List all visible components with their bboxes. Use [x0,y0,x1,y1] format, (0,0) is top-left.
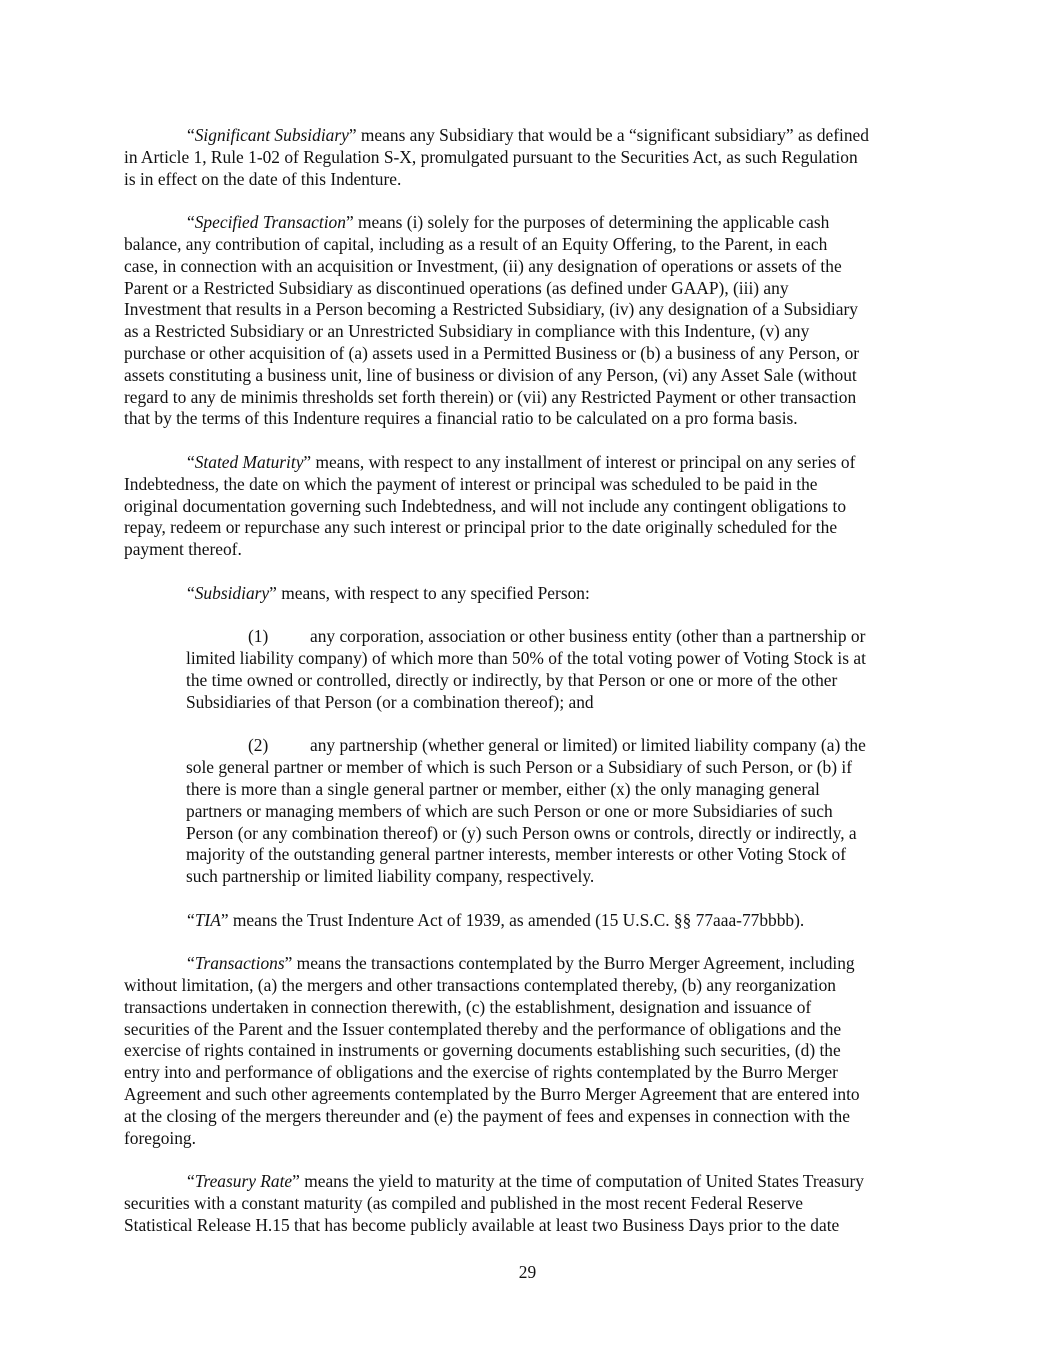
line-text: without limitation, (a) the mergers and other transactions contemplated thereby, (b) any reorganization [124,975,836,996]
text-line [186,866,936,888]
text-line [124,1106,936,1128]
line-text: foregoing. [124,1127,196,1148]
line-text: there is more than a single general partner or member, either (x) the only managing general [186,778,820,799]
line-text: as a Restricted Subsidiary or an Unrestricted Subsidiary in compliance with this Indenture, (v) any [124,321,810,342]
line-text: Subsidiaries of that Person (or a combination thereof); and [186,691,594,712]
line-text: regard to any de minimis thresholds set forth therein) or (vii) any Restricted Payment or other transaction [124,386,857,407]
line-text: Investment that results in a Person becoming a Restricted Subsidiary, (iv) any designation of a Subsidiary [124,299,858,320]
clause-number: (1) [248,626,269,647]
text-line [124,1193,936,1215]
line-text: Parent or a Restricted Subsidiary as discontinued operations (as defined under GAAP), (iii) any [124,277,789,298]
line-text: original documentation governing such Indebtedness, and will not include any contingent obligations to [124,495,847,516]
line-text: securities with a constant maturity (as compiled and published in the most recent Federal Reserve [124,1193,804,1214]
text-line [186,844,936,866]
text-line [124,953,936,975]
open-quote: “ [187,125,195,145]
text-line [124,321,936,343]
text-line [186,801,936,823]
text-line [186,823,936,845]
text-line [124,169,936,191]
subsidiary-clause [186,735,936,888]
text-line [124,387,936,409]
open-quote: “ [187,582,195,603]
open-quote: “ [187,1171,195,1192]
line-text: ” means any Subsidiary that would be a “significant subsidiary” as defined [348,125,869,145]
text-line [124,125,936,147]
text-line [124,408,936,430]
defined-term: Significant Subsidiary [194,125,349,145]
line-text: such partnership or limited liability company, respectively. [186,866,595,887]
text-line [186,670,936,692]
text-line [124,583,936,605]
clause-number: (2) [248,735,269,756]
definition-paragraph [124,1171,936,1236]
definition-paragraph [124,452,936,561]
text-line [124,1062,936,1084]
text-line [124,234,936,256]
line-text: ” means the Trust Indenture Act of 1939, as amended (15 U.S.C. §§ 77aaa-77bbbb). [220,909,805,930]
line-text: majority of the outstanding general partner interests, member interests or other Voting Stock of [186,844,847,865]
line-text: case, in connection with an acquisition or Investment, (ii) any designation of operations or assets of the [124,255,842,276]
text-line [124,496,936,518]
text-line [124,474,936,496]
text-line [124,997,936,1019]
open-quote: “ [187,909,195,930]
defined-term: TIA [194,909,221,930]
line-text: Agreement and such other agreements contemplated by the Burro Merger Agreement that are entered into [124,1084,860,1105]
line-text: payment thereof. [124,539,242,560]
line-text: partners or managing members of which are such Person or one or more Subsidiaries of such [186,800,833,821]
definition-paragraph [124,910,936,932]
text-line [124,1171,936,1193]
line-text: ” means the transactions contemplated by the Burro Merger Agreement, including [284,953,855,974]
line-text: purchase or other acquisition of (a) assets used in a Permitted Business or (b) a business of any Person, or [124,342,860,363]
line-text: entry into and performance of obligations and the exercise of rights contemplated by the Burro Merger [124,1062,838,1083]
text-line [124,539,936,561]
text-line [124,910,936,932]
text-line [124,278,936,300]
line-text: ” means the yield to maturity at the time of computation of United States Treasury [292,1171,865,1192]
line-text: securities of the Parent and the Issuer contemplated thereby and the performance of obligations and the [124,1018,842,1039]
text-line [124,365,936,387]
defined-term: Transactions [194,953,285,974]
line-text: Person (or any combination thereof) or (y) such Person owns or controls, directly or indirectly, a [186,822,857,843]
line-text: in Article 1, Rule 1-02 of Regulation S-X, promulgated pursuant to the Securities Act, as such Regulation [124,146,858,167]
text-line [124,1128,936,1150]
text-line [124,343,936,365]
defined-term: Treasury Rate [194,1171,293,1192]
line-text: any partnership (whether general or limited) or limited liability company (a) the [310,735,866,756]
definition-paragraph [124,583,936,605]
line-text: repay, redeem or repurchase any such interest or principal prior to the date originally scheduled for the [124,517,838,538]
text-line [124,452,936,474]
defined-term: Stated Maturity [194,451,304,472]
text-line [124,517,936,539]
line-text: ” means (i) solely for the purposes of determining the applicable cash [345,212,830,233]
line-text: sole general partner or member of which is such Person or a Subsidiary of such Person, or (b) if [186,757,852,778]
text-line [124,299,936,321]
open-quote: “ [187,212,195,233]
line-text: exercise of rights contained in instruments or governing documents establishing such securities, (d) the [124,1040,841,1061]
text-line [124,1040,936,1062]
text-line [124,1215,936,1237]
line-text: that by the terms of this Indenture requires a financial ratio to be calculated on a pro forma basis. [124,408,798,429]
text-line [186,757,936,779]
text-line [124,147,936,169]
defined-term: Specified Transaction [194,212,346,233]
text-line [186,648,936,670]
text-line [124,256,936,278]
text-line [124,975,936,997]
line-text: balance, any contribution of capital, including as a result of an Equity Offering, to the Parent, in each [124,233,828,254]
line-text: the time owned or controlled, directly or indirectly, by that Person or one or more of the other [186,669,838,690]
line-text: assets constituting a business unit, line of business or division of any Person, (vi) any Asset Sale (without [124,364,857,385]
line-text: Indebtedness, the date on which the payment of interest or principal was scheduled to be paid in the [124,473,818,494]
line-text: is in effect on the date of this Indenture. [124,168,402,189]
line-text: any corporation, association or other business entity (other than a partnership or [310,626,866,647]
text-line [124,1084,936,1106]
text-line [124,1019,936,1041]
text-line [124,212,936,234]
subsidiary-clause [186,626,936,713]
line-text: ” means, with respect to any specified Person: [269,582,590,603]
open-quote: “ [187,451,195,472]
open-quote: “ [187,953,195,974]
line-text: Statistical Release H.15 that has become publicly available at least two Business Days prior to the date [124,1214,840,1235]
line-text: ” means, with respect to any installment of interest or principal on any series of [303,451,856,472]
text-line [186,626,936,648]
defined-term: Subsidiary [194,582,270,603]
line-text: transactions undertaken in connection therewith, (c) the establishment, designation and issuance of [124,996,812,1017]
line-text: at the closing of the mergers thereunder and (e) the payment of fees and expenses in connection with the [124,1105,850,1126]
definition-paragraph [124,125,936,190]
definition-paragraph [124,953,936,1149]
text-line [186,735,936,757]
line-text: limited liability company) of which more than 50% of the total voting power of Voting Stock is at [186,648,866,669]
text-line [186,779,936,801]
document-page [124,125,936,1258]
definition-paragraph [124,212,936,430]
text-line [186,692,936,714]
page-number: 29 [518,1262,537,1282]
